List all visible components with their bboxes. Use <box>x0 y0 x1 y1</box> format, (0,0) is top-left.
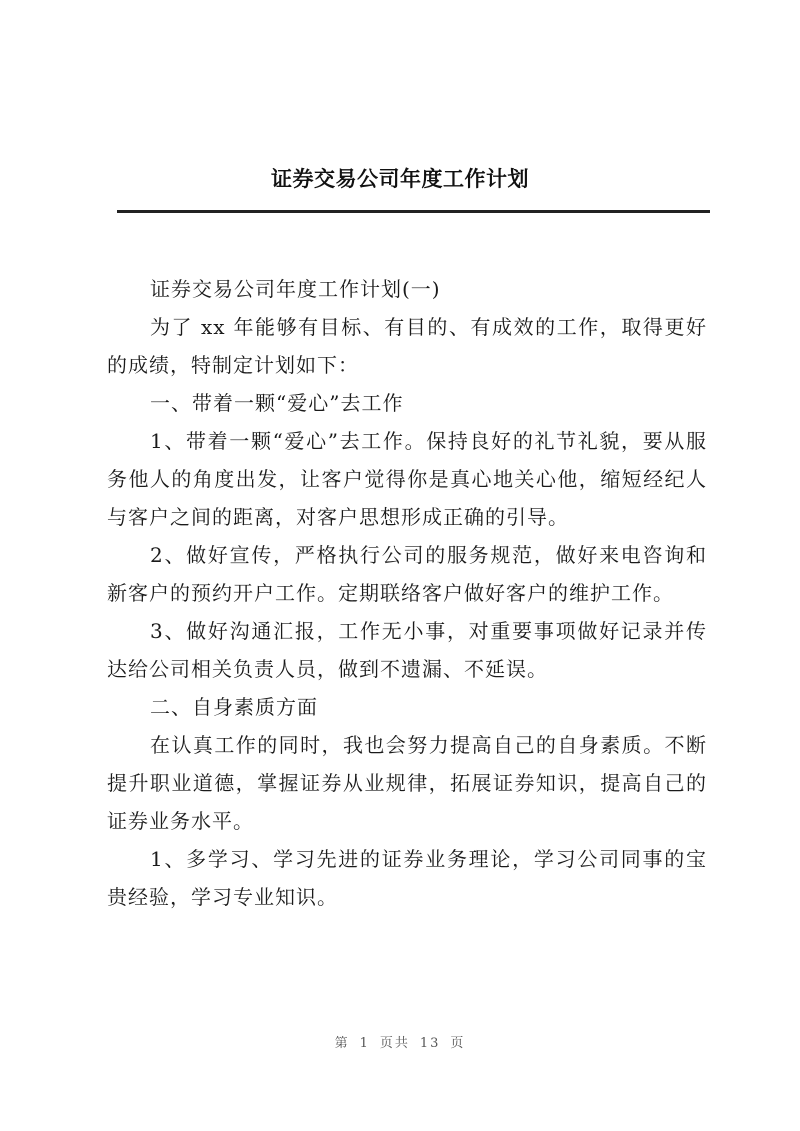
page-title: 证券交易公司年度工作计划 <box>271 167 529 191</box>
section-heading-1: 一、带着一颗“爱心”去工作 <box>150 391 404 415</box>
section-title: 证券交易公司年度工作计划(一) <box>150 277 441 301</box>
footer-prefix: 第 <box>334 1036 350 1051</box>
footer-current-page: 1 <box>359 1036 370 1051</box>
footer-total-pages: 13 <box>419 1036 441 1051</box>
page-footer <box>0 1032 800 1051</box>
list-item-paragraph: 2、做好宣传，严格执行公司的服务规范，做好来电咨询和新客户的预约开户工作。定期联络客户做好客户的维护工作。 <box>107 543 707 605</box>
document-body <box>107 270 707 916</box>
section-heading-2: 二、自身素质方面 <box>150 695 318 719</box>
body-paragraph: 在认真工作的同时，我也会努力提高自己的自身素质。不断提升职业道德，掌握证券从业规律，拓展证券知识，提高自己的证券业务水平。 <box>107 733 707 833</box>
list-item-paragraph: 3、做好沟通汇报，工作无小事，对重要事项做好记录并传达给公司相关负责人员，做到不遗漏、不延误。 <box>107 619 707 681</box>
intro-paragraph: 为了 xx 年能够有目标、有目的、有成效的工作，取得更好的成绩，特制定计划如下： <box>107 315 707 377</box>
list-item-paragraph: 1、多学习、学习先进的证券业务理论，学习公司同事的宝贵经验，学习专业知识。 <box>107 847 707 909</box>
title-underline <box>117 210 710 213</box>
list-item-paragraph: 1、带着一颗“爱心”去工作。保持良好的礼节礼貌，要从服务他人的角度出发，让客户觉得你是真心地关心他，缩短经纪人与客户之间的距离，对客户思想形成正确的引导。 <box>107 429 707 529</box>
footer-middle: 页共 <box>379 1036 410 1051</box>
footer-suffix: 页 <box>450 1036 466 1051</box>
